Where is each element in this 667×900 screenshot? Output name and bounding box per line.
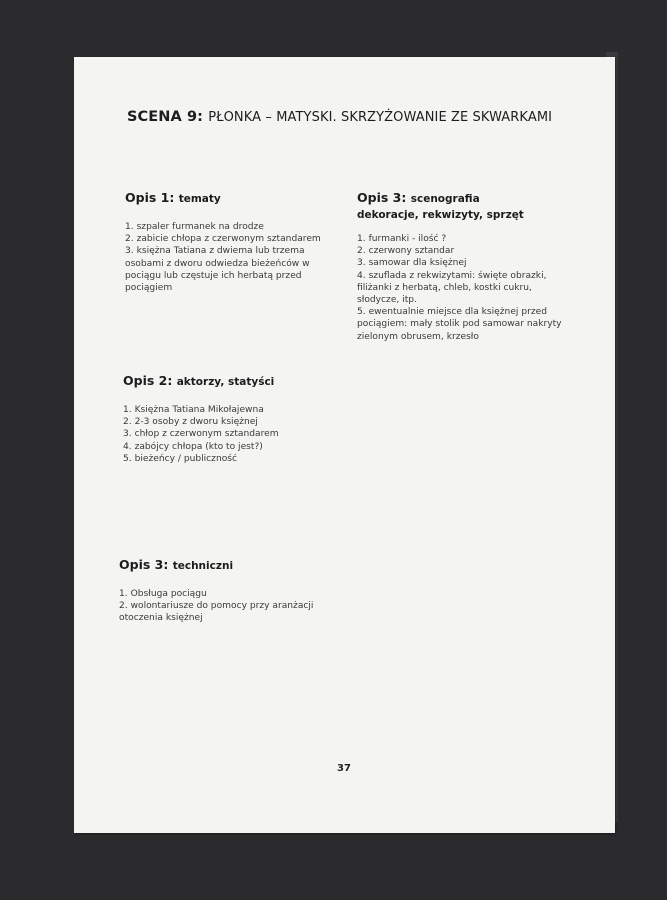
title-subtitle: PŁONKA – MATYSKI. SKRZYŻOWANIE ZE SKWARKAMI bbox=[208, 110, 553, 125]
section-title: scenografia bbox=[410, 193, 480, 205]
list-item: 5. ewentualnie miejsce dla księżnej przed pociągiem: mały stolik pod samowar nakryty zielonym obrusem, krzesło bbox=[357, 307, 562, 342]
section-label: Opis 3: bbox=[357, 190, 407, 205]
item-list bbox=[123, 404, 323, 465]
list-item: 1. Obsługa pociągu bbox=[119, 589, 207, 599]
section-opis-3-techniczni bbox=[119, 557, 329, 625]
list-item: 2. zabicie chłopa z czerwonym sztandarem bbox=[125, 234, 321, 245]
document-page bbox=[74, 57, 615, 833]
section-heading bbox=[125, 190, 325, 207]
list-item: 1. furmanki - ilość ? bbox=[357, 234, 447, 244]
item-list bbox=[119, 588, 329, 625]
section-opis-1 bbox=[125, 190, 325, 294]
list-item: 2. 2-3 osoby z dworu księżnej bbox=[123, 417, 258, 428]
item-list bbox=[125, 221, 325, 294]
section-heading bbox=[357, 190, 567, 223]
section-title: tematy bbox=[178, 193, 221, 205]
list-item: 3. chłop z czerwonym sztandarem bbox=[123, 429, 279, 440]
list-item: 2. czerwony sztandar bbox=[357, 246, 455, 257]
section-label: Opis 3: bbox=[119, 557, 169, 572]
page-title bbox=[127, 109, 607, 125]
list-item: 2. wolontariusze do pomocy przy aranżacji otoczenia księżnej bbox=[119, 601, 314, 624]
title-scene: SCENA 9: bbox=[127, 109, 204, 125]
list-item: 3. samowar dla księżnej bbox=[357, 258, 467, 269]
list-item: 1. szpaler furmanek na drodze bbox=[125, 222, 264, 232]
section-label: Opis 2: bbox=[123, 373, 173, 388]
section-title: techniczni bbox=[172, 560, 234, 572]
section-heading bbox=[119, 557, 329, 574]
section-opis-2 bbox=[123, 373, 323, 465]
list-item: 4. zabójcy chłopa (kto to jest?) bbox=[123, 441, 263, 452]
section-title-line2: dekoracje, rekwizyty, sprzęt bbox=[357, 209, 524, 221]
page-number: 37 bbox=[337, 763, 351, 774]
section-opis-3-scenografia bbox=[357, 190, 567, 343]
list-item: 1. Księżna Tatiana Mikołajewna bbox=[123, 405, 264, 415]
item-list bbox=[357, 233, 567, 343]
section-heading bbox=[123, 373, 323, 390]
list-item: 3. księżna Tatiana z dwiema lub trzema osobami z dworu odwiedza bieżeńców w pociągu lub częstuje ich herbatą przed pociągiem bbox=[125, 246, 310, 294]
list-item: 4. szuflada z rekwizytami: święte obrazki, filiżanki z herbatą, chleb, kostki cukru, słodycze, itp. bbox=[357, 270, 547, 306]
list-item: 5. bieżeńcy / publiczność bbox=[123, 453, 238, 464]
section-title: aktorzy, statyści bbox=[176, 376, 275, 388]
section-label: Opis 1: bbox=[125, 190, 175, 205]
